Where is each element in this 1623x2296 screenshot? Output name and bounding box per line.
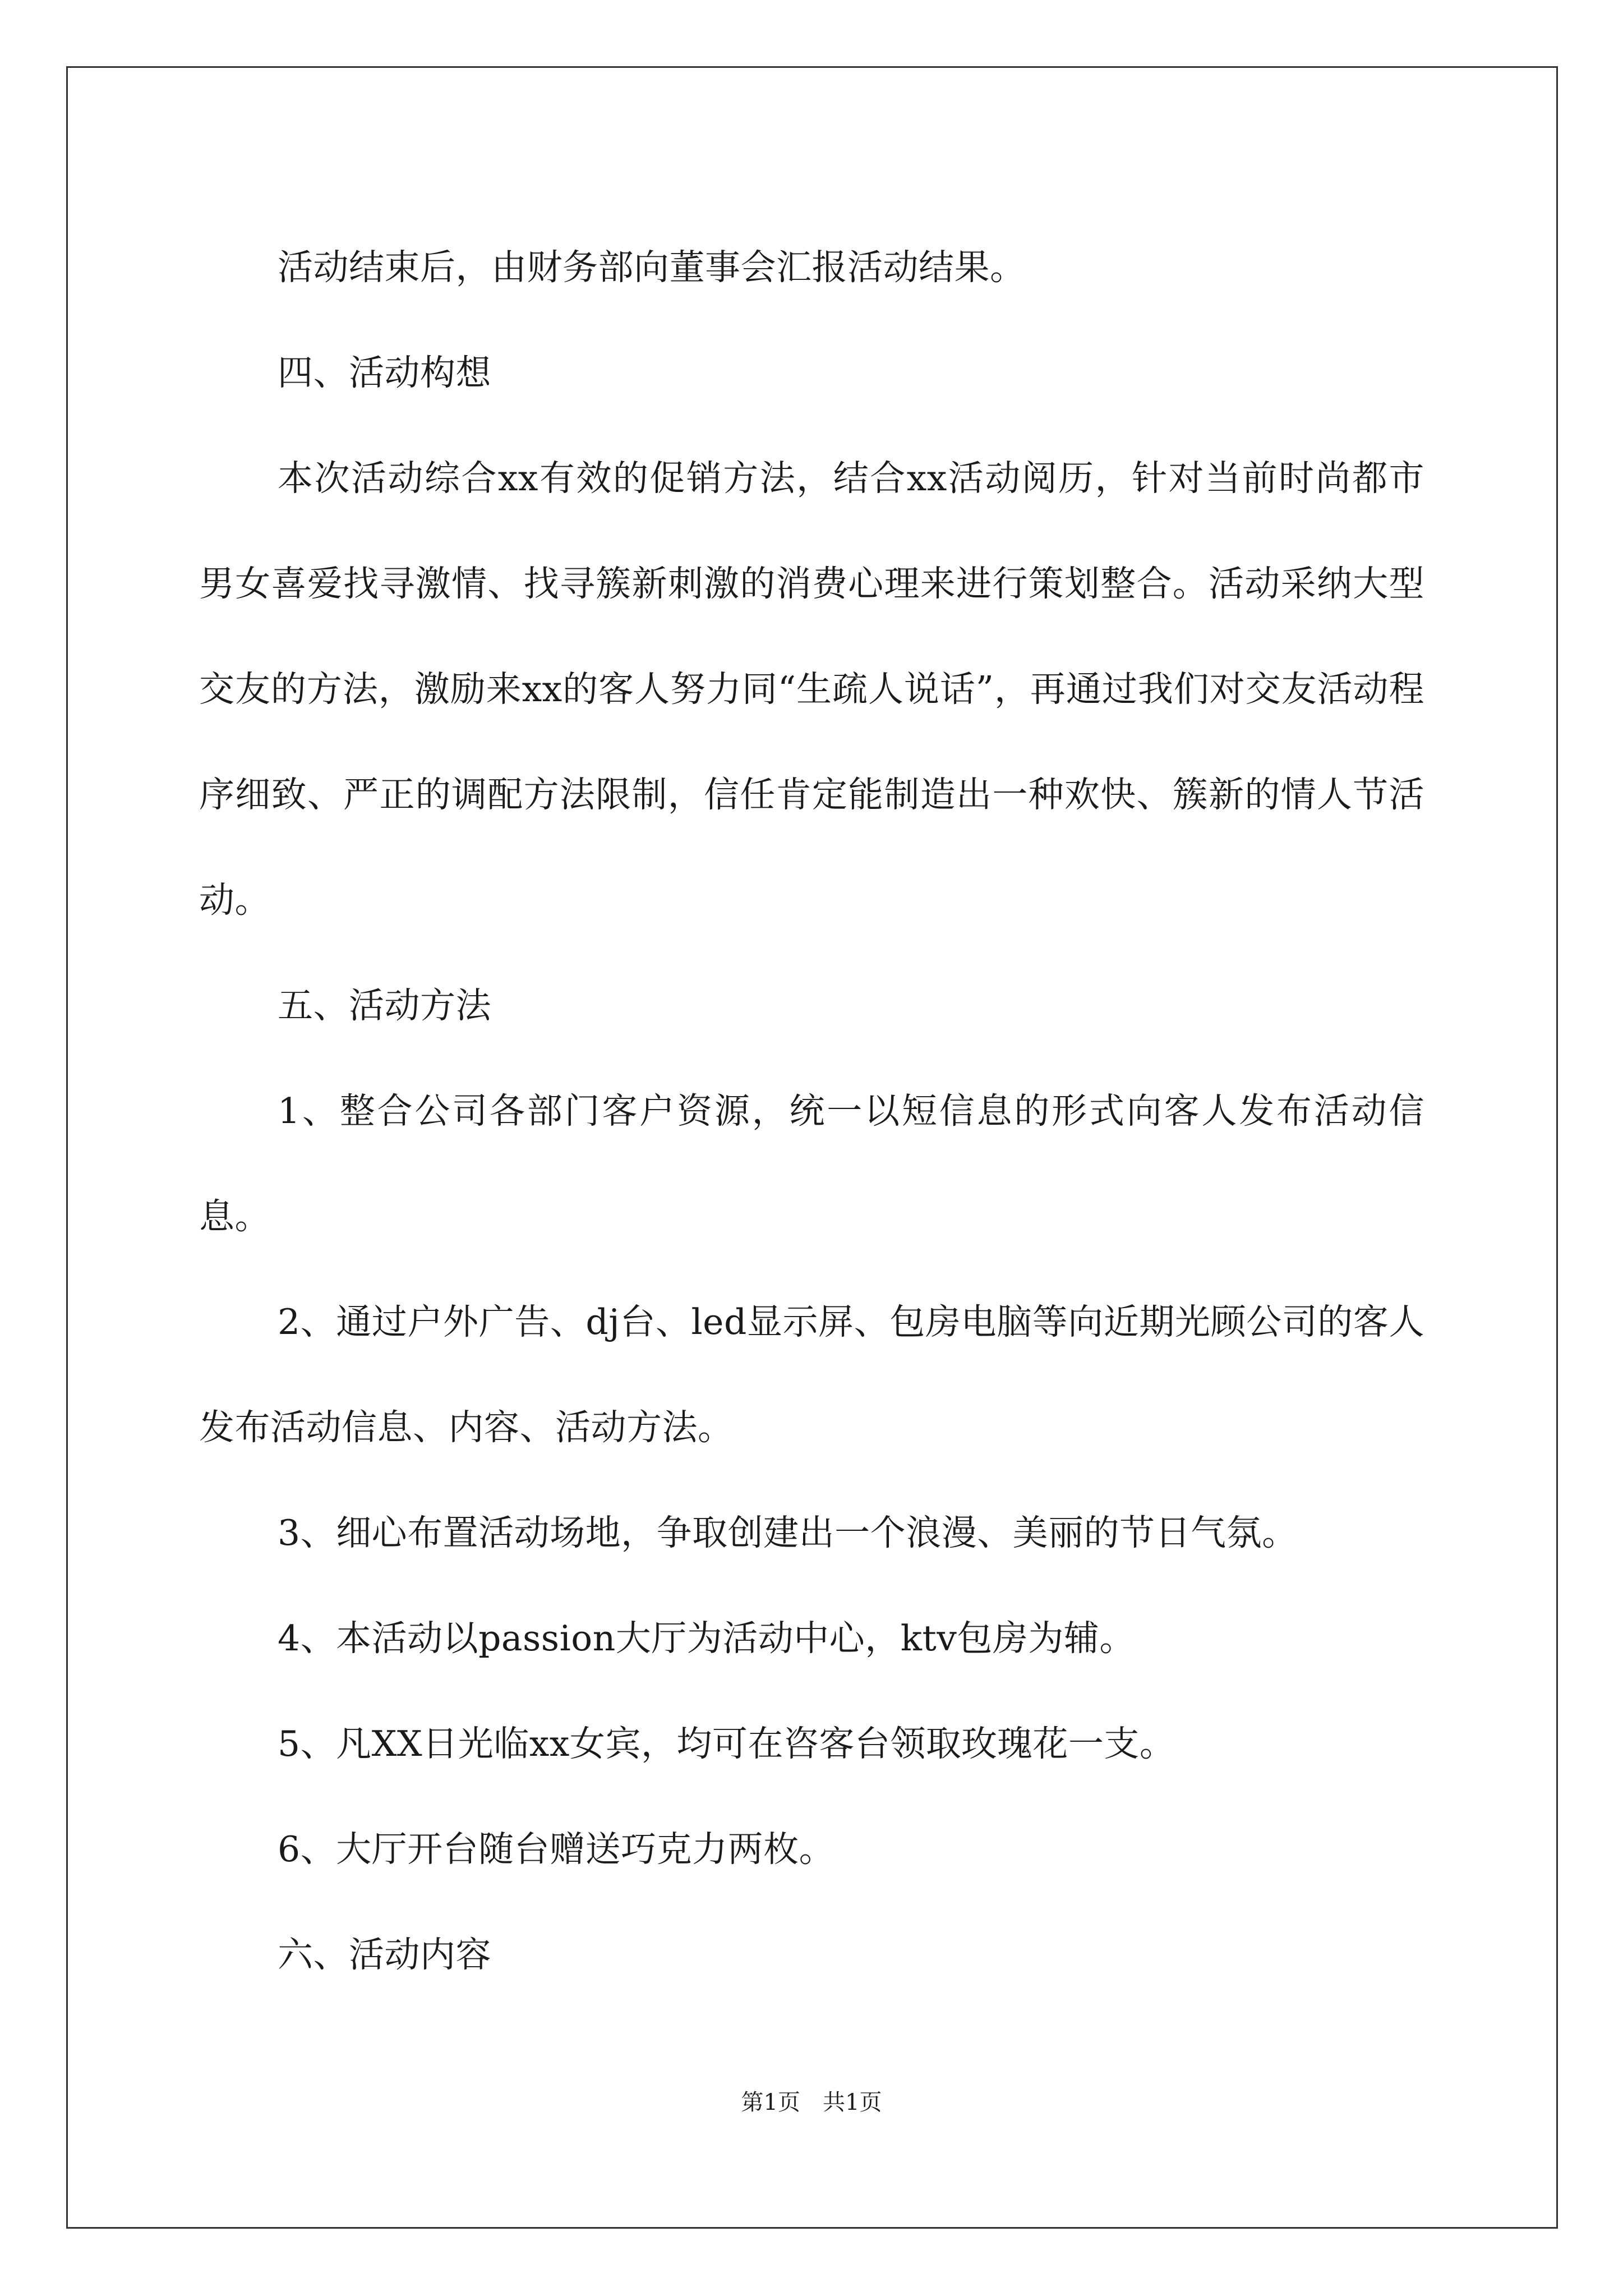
heading-activity-concept: 四、活动构想 [278, 352, 491, 393]
list-item-method-2: 2、通过户外广告、dj台、led显示屏、包房电脑等向近期光顾公司的客人发布活动信息、内容、活动方法。 [199, 1301, 1424, 1448]
heading-activity-method: 五、活动方法 [278, 985, 491, 1026]
document-body [199, 215, 1424, 2008]
list-item-method-4: 4、本活动以passion大厅为活动中心，ktv包房为辅。 [278, 1618, 1135, 1659]
paragraph-activity-concept: 本次活动综合xx有效的促销方法，结合xx活动阅历，针对当前时尚都市男女喜爱找寻激情、找寻簇新刺激的消费心理来进行策划整合。活动采纳大型交友的方法，激励来xx的客人努力同“生疏人说话”，再通过我们对交友活动程序细致、严正的调配方法限制，信任肯定能制造出一种欢快、簇新的情人节活动。 [199, 458, 1424, 921]
list-item-method-3: 3、细心布置活动场地，争取创建出一个浪漫、美丽的节日气氛。 [278, 1512, 1298, 1553]
paragraph-activity-end: 活动结束后，由财务部向董事会汇报活动结果。 [278, 247, 1026, 288]
page-number-footer: 第1页 共1页 [741, 2090, 882, 2115]
list-item-method-5: 5、凡XX日光临xx女宾，均可在咨客台领取玫瑰花一支。 [278, 1723, 1175, 1764]
list-item-method-6: 6、大厅开台随台赠送巧克力两枚。 [278, 1829, 835, 1870]
heading-activity-content: 六、活动内容 [278, 1934, 491, 1975]
list-item-method-1: 1、整合公司各部门客户资源，统一以短信息的形式向客人发布活动信息。 [199, 1091, 1424, 1237]
